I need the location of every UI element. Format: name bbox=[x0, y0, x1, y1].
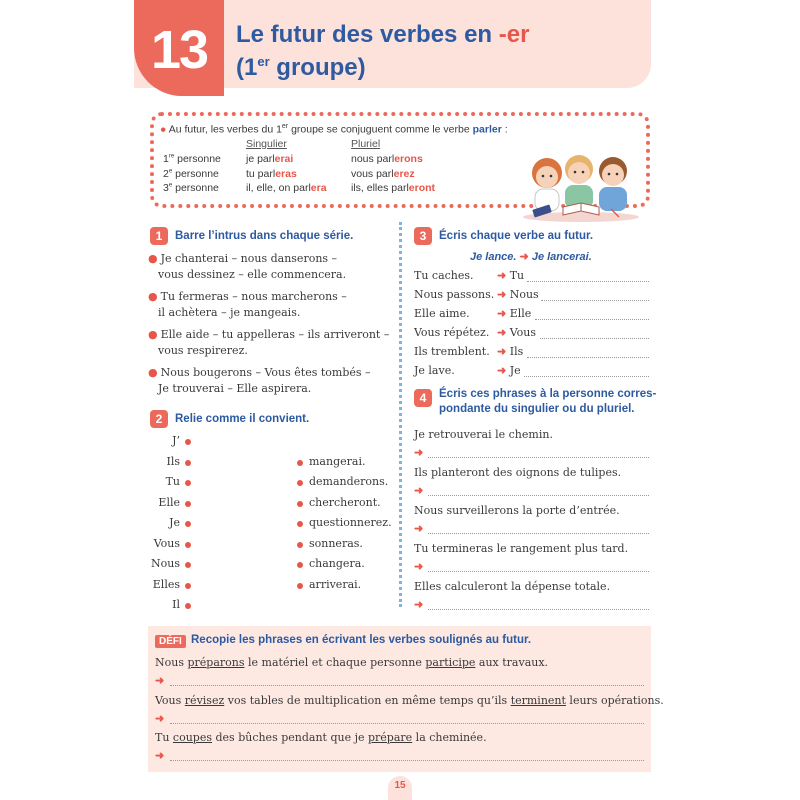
ex3-answer-6: ➜ Je bbox=[497, 364, 521, 377]
defi-title: Recopie les phrases en écrivant les verbes soulignés au futur. bbox=[191, 634, 532, 646]
pronoun-6: Vous bbox=[153, 537, 180, 550]
pronoun-8-dot[interactable] bbox=[185, 583, 191, 589]
rule-intro-pre: Au futur, les verbes du 1 bbox=[168, 123, 282, 136]
ex3-answer-3: ➜ Elle bbox=[497, 307, 532, 320]
pronoun-4-dot[interactable] bbox=[185, 501, 191, 507]
person-3: 3e personne bbox=[163, 182, 219, 194]
ex3-answer-1: ➜ Tu bbox=[497, 269, 525, 282]
sing-2: tu parleras bbox=[246, 168, 297, 180]
ex4-number: 4 bbox=[414, 389, 432, 407]
arrow-icon: ➜ bbox=[155, 713, 165, 725]
ex4-sentence-4: Tu termineras le rangement plus tard. bbox=[414, 542, 629, 555]
lesson-number: 13 bbox=[150, 20, 208, 80]
children-reading-illustration bbox=[519, 145, 643, 223]
title-prefix: Le futur des verbes en bbox=[236, 21, 499, 48]
ex3-answer-4: ➜ Vous bbox=[497, 326, 537, 339]
page-number: 15 bbox=[388, 776, 412, 800]
ex3-answer-2: ➜ Nous bbox=[497, 288, 539, 301]
defi-sentence-3: Tu coupes des bûches pendant que je prépare la cheminée. bbox=[155, 731, 487, 744]
pronoun-8: Elles bbox=[152, 578, 180, 591]
pronoun-2-dot[interactable] bbox=[185, 460, 191, 466]
ending-6-dot[interactable] bbox=[297, 562, 303, 568]
ex4-arrow-4 bbox=[414, 560, 423, 573]
pronoun-3-dot[interactable] bbox=[185, 480, 191, 486]
defi-sentence-1: Nous préparons le matériel et chaque personne participe aux travaux. bbox=[155, 656, 549, 669]
ending-1-dot[interactable] bbox=[297, 460, 303, 466]
ending-5: sonneras. bbox=[309, 537, 363, 550]
ex3-number: 3 bbox=[414, 227, 432, 245]
ex1-line-8[interactable]: Je trouverai – Elle aspirera. bbox=[158, 382, 312, 395]
ex3-present-6: Je lave. bbox=[414, 364, 455, 377]
ending-2-dot[interactable] bbox=[297, 480, 303, 486]
rule-intro-mid: groupe se conjuguent comme le verbe bbox=[288, 123, 473, 136]
ending-6: changera. bbox=[309, 557, 365, 570]
defi-answer-line-2[interactable] bbox=[170, 723, 644, 724]
rule-intro bbox=[160, 123, 508, 136]
ex1-number: 1 bbox=[150, 227, 168, 245]
ex1-title: Barre l’intrus dans chaque série. bbox=[175, 230, 354, 242]
pronoun-7: Nous bbox=[151, 557, 180, 570]
pronoun-1: J’ bbox=[172, 434, 180, 447]
pronoun-2: Ils bbox=[166, 455, 180, 468]
ex4-sentence-1: Je retrouverai le chemin. bbox=[414, 428, 553, 441]
ex3-answer-line-3[interactable] bbox=[535, 319, 649, 320]
ending-1: mangerai. bbox=[309, 455, 366, 468]
arrow-icon: ➜ bbox=[497, 326, 507, 339]
person-2: 2e personne bbox=[163, 168, 219, 180]
ex4-title: Écris ces phrases à la personne corres- pondante du singulier ou du pluriel. bbox=[439, 388, 657, 415]
ex2-number: 2 bbox=[150, 410, 168, 428]
arrow-icon: ➜ bbox=[497, 345, 507, 358]
sing-1: je parlerai bbox=[246, 153, 294, 165]
ex3-example bbox=[470, 250, 592, 263]
defi-sentence-2: Vous révisez vos tables de multiplication en même temps qu’ils terminent leurs opérations. bbox=[155, 694, 664, 707]
ex1-line-3[interactable]: ● Tu fermeras – nous marcherons – bbox=[148, 290, 347, 303]
ex4-arrow-2 bbox=[414, 484, 423, 497]
title-line2-close: groupe) bbox=[269, 54, 366, 81]
sing-3: il, elle, on parlera bbox=[246, 182, 327, 194]
ex1-line-1[interactable]: ● Je chanterai – nous danserons – bbox=[148, 252, 338, 265]
pronoun-6-dot[interactable] bbox=[185, 542, 191, 548]
col-plural: Pluriel bbox=[351, 138, 381, 150]
page-title bbox=[236, 21, 636, 81]
column-divider bbox=[399, 222, 402, 607]
arrow-icon: ➜ bbox=[414, 599, 424, 611]
arrow-icon: ➜ bbox=[497, 307, 507, 320]
ex4-answer-line-4[interactable] bbox=[428, 571, 649, 572]
ex3-answer-line-1[interactable] bbox=[527, 281, 649, 282]
arrow-icon: ➜ bbox=[155, 675, 165, 687]
arrow-icon: ➜ bbox=[414, 561, 424, 573]
ex4-sentence-2: Ils planteront des oignons de tulipes. bbox=[414, 466, 622, 479]
ex4-header bbox=[414, 387, 656, 417]
rule-intro-sup: er bbox=[281, 123, 289, 130]
ex3-present-5: Ils tremblent. bbox=[414, 345, 490, 358]
pronoun-3: Tu bbox=[165, 475, 180, 488]
pronoun-5-dot[interactable] bbox=[185, 521, 191, 527]
ex4-arrow-3 bbox=[414, 522, 423, 535]
ending-4-dot[interactable] bbox=[297, 521, 303, 527]
defi-badge: DÉFI bbox=[155, 635, 186, 648]
ex4-answer-line-2[interactable] bbox=[428, 495, 649, 496]
ex4-answer-line-3[interactable] bbox=[428, 533, 649, 534]
ex3-present-1: Tu caches. bbox=[414, 269, 474, 282]
ex3-answer-5: ➜ Ils bbox=[497, 345, 524, 358]
ending-3: chercheront. bbox=[309, 496, 381, 509]
defi-arrow-2 bbox=[155, 712, 164, 725]
ex1-line-4[interactable]: il achètera – je mangeais. bbox=[158, 306, 301, 319]
plur-2: vous parlerez bbox=[351, 168, 415, 180]
ending-3-dot[interactable] bbox=[297, 501, 303, 507]
pronoun-1-dot[interactable] bbox=[185, 439, 191, 445]
pronoun-7-dot[interactable] bbox=[185, 562, 191, 568]
ex1-line-2[interactable]: vous dessinez – elle commencera. bbox=[158, 268, 347, 281]
ex3-answer-line-5[interactable] bbox=[527, 357, 649, 358]
pronoun-9-dot[interactable] bbox=[185, 603, 191, 609]
ex3-present-3: Elle aime. bbox=[414, 307, 470, 320]
arrow-icon: ➜ bbox=[155, 750, 165, 762]
defi-answer-line-3[interactable] bbox=[170, 760, 644, 761]
ex3-answer-line-4[interactable] bbox=[540, 338, 649, 339]
lesson-badge bbox=[134, 0, 224, 96]
ex4-answer-line-1[interactable] bbox=[428, 457, 649, 458]
arrow-icon: ➜ bbox=[497, 269, 507, 282]
pronoun-5: Je bbox=[169, 516, 180, 529]
pronoun-4: Elle bbox=[158, 496, 180, 509]
ex2-header bbox=[150, 410, 309, 428]
ex3-title: Écris chaque verbe au futur. bbox=[439, 230, 594, 242]
rule-intro-end: : bbox=[501, 123, 508, 136]
title-suffix: -er bbox=[498, 21, 530, 48]
ending-4: questionnerez. bbox=[309, 516, 392, 529]
title-line2-open: (1 bbox=[236, 54, 258, 81]
arrow-icon: ➜ bbox=[497, 288, 507, 301]
ending-2: demanderons. bbox=[309, 475, 389, 488]
rule-bullet: ● bbox=[160, 123, 167, 136]
ex1-line-5[interactable]: ● Elle aide – tu appelleras – ils arriveront – bbox=[148, 328, 390, 341]
ex4-arrow-1 bbox=[414, 446, 423, 459]
ex3-answer-line-6[interactable] bbox=[524, 376, 649, 377]
arrow-icon: ➜ bbox=[414, 523, 424, 535]
rule-intro-verb: parler bbox=[472, 123, 502, 136]
ex1-header bbox=[150, 227, 353, 245]
ex3-example-left: Je lance. bbox=[470, 251, 517, 263]
defi-answer-line-1[interactable] bbox=[170, 685, 644, 686]
ex1-line-6[interactable]: vous respirerez. bbox=[158, 344, 248, 357]
ex3-example-right: Je lancerai. bbox=[531, 251, 592, 263]
ex3-header bbox=[414, 227, 593, 245]
plur-3: ils, elles parleront bbox=[351, 182, 436, 194]
ending-5-dot[interactable] bbox=[297, 542, 303, 548]
arrow-icon: ➜ bbox=[414, 447, 424, 459]
defi-arrow-1 bbox=[155, 674, 164, 687]
ex4-sentence-3: Nous surveillerons la porte d’entrée. bbox=[414, 504, 620, 517]
ex4-answer-line-5[interactable] bbox=[428, 609, 649, 610]
ex3-answer-line-2[interactable] bbox=[541, 300, 649, 301]
arrow-icon: ➜ bbox=[519, 251, 529, 263]
ex1-line-7[interactable]: ● Nous bougerons – Vous êtes tombés – bbox=[148, 366, 371, 379]
ex4-sentence-5: Elles calculeront la dépense totale. bbox=[414, 580, 611, 593]
title-line2-sup: er bbox=[257, 54, 270, 69]
pronoun-9: Il bbox=[172, 598, 180, 611]
defi-arrow-3 bbox=[155, 749, 164, 762]
col-singular: Singulier bbox=[246, 138, 287, 150]
arrow-icon: ➜ bbox=[414, 485, 424, 497]
ex3-present-2: Nous passons. bbox=[414, 288, 495, 301]
ex4-arrow-5 bbox=[414, 598, 423, 611]
ending-7: arriverai. bbox=[309, 578, 362, 591]
ending-7-dot[interactable] bbox=[297, 583, 303, 589]
ex3-present-4: Vous répétez. bbox=[414, 326, 490, 339]
plur-1: nous parlerons bbox=[351, 153, 423, 165]
arrow-icon: ➜ bbox=[497, 364, 507, 377]
person-1: 1re personne bbox=[163, 153, 221, 165]
ex2-title: Relie comme il convient. bbox=[175, 413, 310, 425]
